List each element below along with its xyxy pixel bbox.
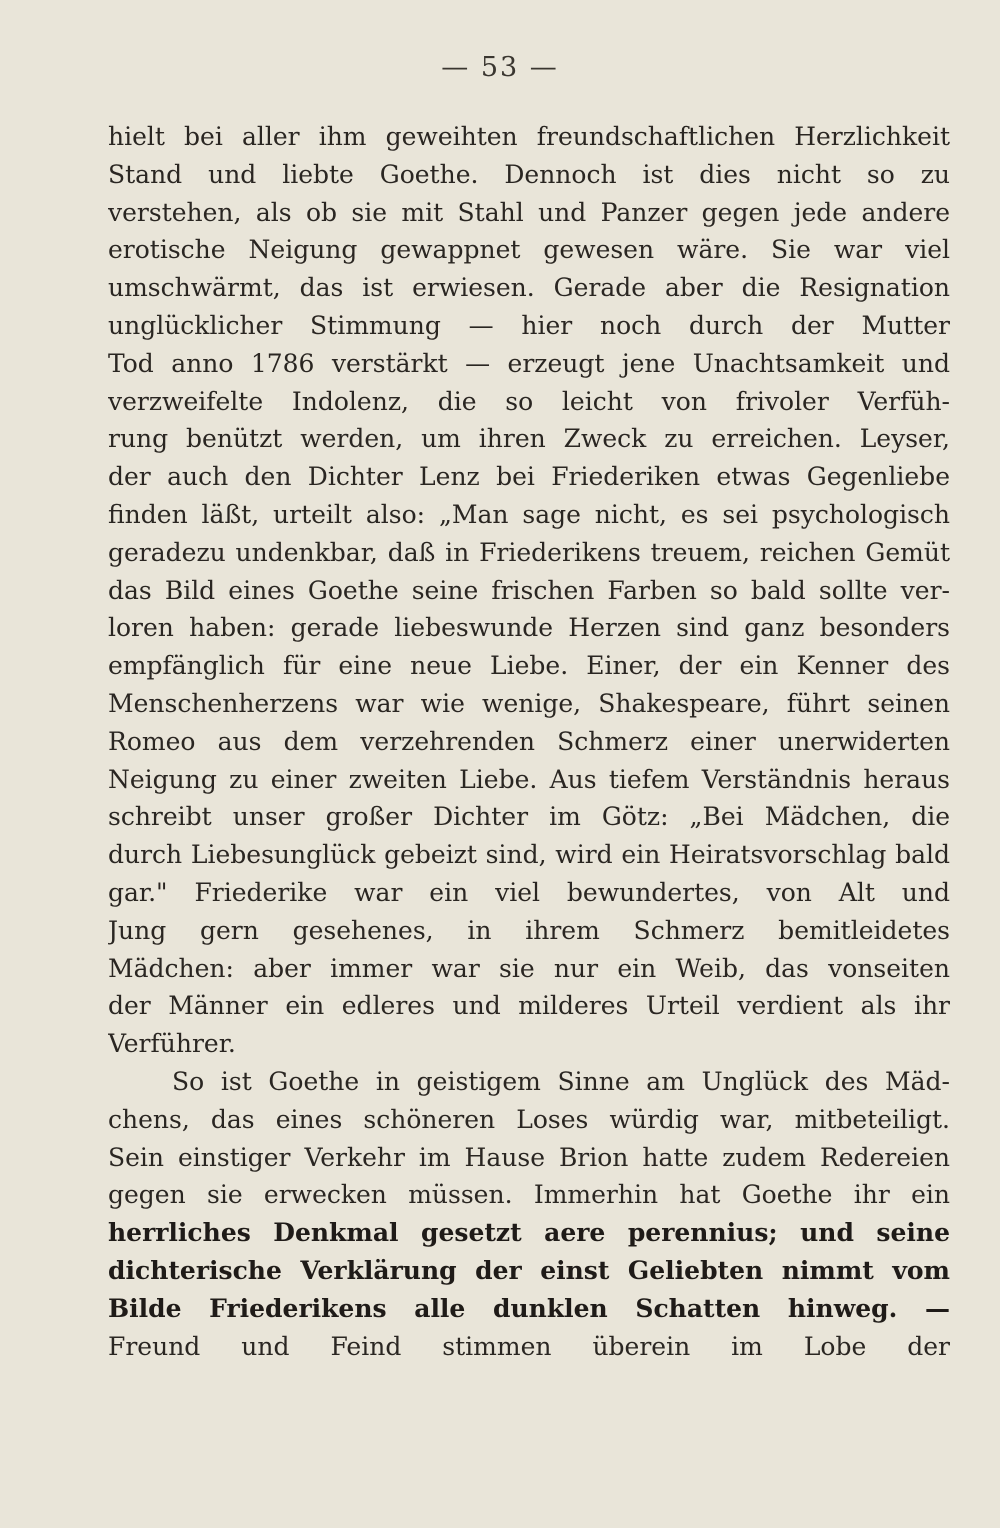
text-line: finden läßt, urteilt also: „Man sage nicht, es sei psychologisch bbox=[108, 499, 950, 529]
paragraph-first-line: So ist Goethe in geistigem Sinne am Unglück des Mäd- bbox=[172, 1066, 950, 1096]
text-line: Menschenherzens war wie wenige, Shakespeare, führt seinen bbox=[108, 688, 950, 718]
text-line: Stand und liebte Goethe. Dennoch ist dies nicht so zu bbox=[108, 159, 950, 189]
text-line: gar." Friederike war ein viel bewundertes, von Alt und bbox=[108, 877, 950, 907]
text-line: Mädchen: aber immer war sie nur ein Weib, das vonseiten bbox=[108, 953, 950, 983]
text-line: der auch den Dichter Lenz bei Friederiken etwas Gegenliebe bbox=[108, 462, 950, 492]
text-line: rung benützt werden, um ihren Zweck zu erreichen. Leyser, bbox=[108, 424, 950, 454]
bold-text-line: Bilde Friederikens alle dunklen Schatten hinweg. — bbox=[108, 1293, 950, 1323]
text-line: Neigung zu einer zweiten Liebe. Aus tiefem Verständnis heraus bbox=[108, 764, 950, 794]
text-line: schreibt unser großer Dichter im Götz: „Bei Mädchen, die bbox=[108, 802, 950, 832]
text-line: Tod anno 1786 verstärkt — erzeugt jene Unachtsamkeit und bbox=[108, 348, 950, 378]
text-line: Romeo aus dem verzehrenden Schmerz einer unerwiderten bbox=[108, 726, 950, 756]
page-number: — 53 — bbox=[441, 52, 559, 83]
text-line: unglücklicher Stimmung — hier noch durch der Mutter bbox=[108, 310, 950, 340]
text-line: Freund und Feind stimmen überein im Lobe der bbox=[108, 1331, 950, 1361]
text-line: Jung gern gesehenes, in ihrem Schmerz bemitleidetes bbox=[108, 915, 950, 945]
text-line: verstehen, als ob sie mit Stahl und Panzer gegen jede andere bbox=[108, 197, 950, 227]
bold-text-line: dichterische Verklärung der einst Geliebten nimmt vom bbox=[108, 1255, 950, 1285]
text-line: hielt bei aller ihm geweihten freundschaftlichen Herzlichkeit bbox=[108, 122, 950, 151]
text-line: Sein einstiger Verkehr im Hause Brion hatte zudem Redereien bbox=[108, 1142, 950, 1172]
text-line: durch Liebesunglück gebeizt sind, wird ein Heiratsvorschlag bald bbox=[108, 840, 950, 870]
text-line: empfänglich für eine neue Liebe. Einer, der ein Kenner des bbox=[108, 651, 950, 681]
text-line: Verführer. bbox=[108, 1029, 236, 1059]
bold-text-line: herrliches Denkmal gesetzt aere perennius; und seine bbox=[108, 1218, 950, 1248]
text-line: verzweifelte Indolenz, die so leicht von frivoler Verfüh- bbox=[108, 386, 950, 416]
text-line: chens, das eines schöneren Loses würdig war, mitbeteiligt. bbox=[108, 1104, 950, 1134]
text-line: loren haben: gerade liebeswunde Herzen sind ganz besonders bbox=[108, 613, 950, 643]
body-text bbox=[108, 118, 950, 1365]
text-line: umschwärmt, das ist erwiesen. Gerade aber die Resignation bbox=[108, 273, 950, 303]
text-line: erotische Neigung gewappnet gewesen wäre. Sie war viel bbox=[108, 235, 950, 265]
text-line: das Bild eines Goethe seine frischen Farben so bald sollte ver- bbox=[108, 575, 950, 605]
text-line: der Männer ein edleres und milderes Urteil verdient als ihr bbox=[108, 991, 950, 1021]
text-line: geradezu undenkbar, daß in Friederikens treuem, reichen Gemüt bbox=[108, 537, 950, 567]
text-line: gegen sie erwecken müssen. Immerhin hat Goethe ihr ein bbox=[108, 1180, 950, 1210]
